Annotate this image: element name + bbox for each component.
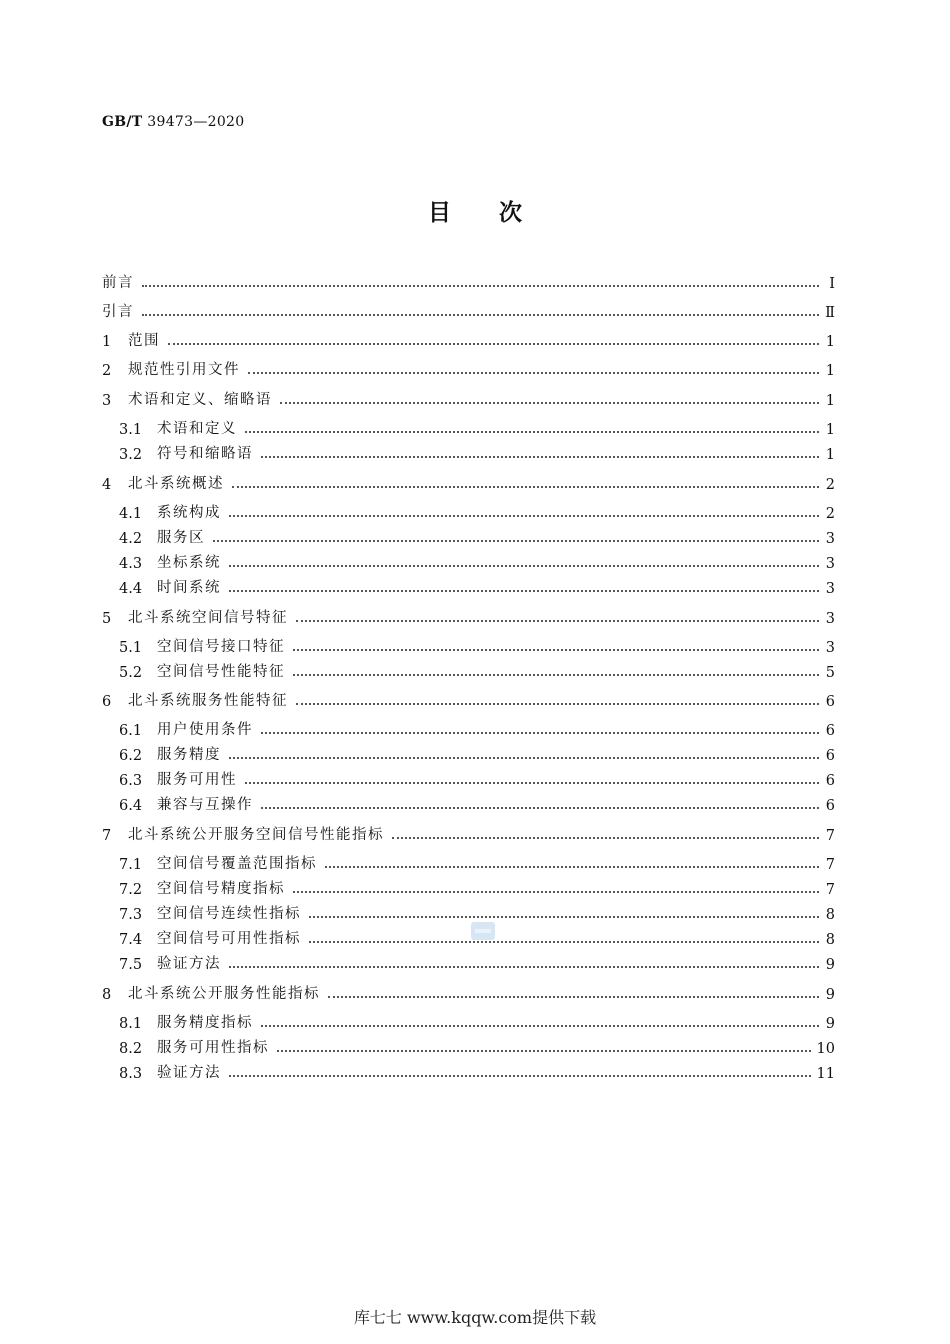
toc-entry-title: 用户使用条件 [157,722,253,738]
toc-entry-page: 9 [825,987,835,1003]
toc-entry-title: 空间信号连续性指标 [157,906,301,922]
toc-entry-page: 2 [825,506,835,522]
standard-code [102,114,244,130]
toc-entry-page: 6 [825,694,835,710]
toc-entry-title: 空间信号覆盖范围指标 [157,856,317,872]
toc-dot-leader [213,540,819,542]
toc-dot-leader [229,590,819,592]
toc-entry-title: 服务可用性 [157,772,237,788]
toc-entry-title: 前言 [102,275,134,291]
toc-entry-page: 3 [825,611,835,627]
toc-entry[interactable] [119,416,835,438]
toc-entry[interactable] [102,299,835,321]
toc-entry-page: 1 [825,363,835,379]
toc-entry-title: 符号和缩略语 [157,446,253,462]
toc-dot-leader [277,1050,811,1052]
toc-entry-number: 7.1 [119,857,143,873]
toc-entry-number: 4 [102,477,112,493]
toc-entry[interactable] [102,328,835,350]
toc-entry[interactable] [119,767,835,789]
toc-dot-leader [309,941,819,943]
toc-dot-leader [293,649,819,651]
toc-entry[interactable] [119,876,835,898]
toc-dot-leader [168,343,819,345]
toc-entry-title: 北斗系统公开服务性能指标 [128,986,320,1002]
toc-entry[interactable] [119,634,835,656]
toc-entry-page: 6 [825,748,835,764]
toc-entry-number: 6.1 [119,723,143,739]
toc-entry[interactable] [119,1060,835,1082]
toc-entry-number: 5.2 [119,665,143,681]
toc-entry-page: Ⅱ [825,305,835,321]
toc-dot-leader [325,866,819,868]
toc-dot-leader [248,372,819,374]
toc-dot-leader [261,732,819,734]
toc-entry-page: 10 [816,1041,835,1057]
toc-entry-title: 北斗系统概述 [128,476,224,492]
toc-entry-title: 空间信号精度指标 [157,881,285,897]
toc-entry-number: 3 [102,393,112,409]
toc-dot-leader [142,285,819,287]
toc-entry[interactable] [102,357,835,379]
toc-entry-number: 6.4 [119,798,143,814]
toc-entry-title: 兼容与互操作 [157,797,253,813]
toc-entry-title: 验证方法 [157,1065,221,1081]
toc-entry-page: 8 [825,907,835,923]
toc-entry-number: 3.2 [119,447,143,463]
toc-entry-page: 8 [825,932,835,948]
toc-entry-page: Ⅰ [829,276,835,292]
toc-dot-leader [229,565,819,567]
toc-dot-leader [293,891,819,893]
toc-entry-page: 9 [825,957,835,973]
toc-entry-page: 3 [825,531,835,547]
toc-entry-number: 4.3 [119,556,143,572]
toc-entry-number: 7.3 [119,907,143,923]
toc-entry-number: 6 [102,694,112,710]
toc-entry-page: 1 [825,422,835,438]
toc-entry-number: 2 [102,363,112,379]
toc-entry-title: 服务区 [157,530,205,546]
toc-entry-number: 5 [102,611,112,627]
toc-dot-leader [229,515,819,517]
toc-dot-leader [280,402,819,404]
toc-entry[interactable] [119,851,835,873]
toc-entry[interactable] [102,981,835,1003]
toc-entry-title: 术语和定义、缩略语 [128,392,272,408]
toc-dot-leader [261,1025,819,1027]
toc-entry-number: 6.2 [119,748,143,764]
toc-entry[interactable] [119,500,835,522]
toc-entry-title: 北斗系统服务性能特征 [128,693,288,709]
toc-entry[interactable] [119,659,835,681]
toc-entry[interactable] [102,387,835,409]
toc-entry[interactable] [119,742,835,764]
toc-entry-page: 7 [825,882,835,898]
toc-entry[interactable] [102,270,835,292]
toc-entry-title: 规范性引用文件 [128,362,240,378]
toc-dot-leader [261,807,819,809]
toc-entry[interactable] [119,550,835,572]
toc-entry-page: 1 [825,447,835,463]
toc-dot-leader [245,782,819,784]
toc-dot-leader [296,620,819,622]
toc-entry-title: 验证方法 [157,956,221,972]
toc-entry[interactable] [119,525,835,547]
toc-entry-title: 北斗系统空间信号特征 [128,610,288,626]
toc-dot-leader [245,431,819,433]
toc-entry-number: 4.2 [119,531,143,547]
toc-entry-page: 11 [816,1066,835,1082]
toc-entry-page: 3 [825,581,835,597]
toc-entry-page: 7 [825,857,835,873]
toc-entry-title: 范围 [128,333,160,349]
toc-dot-leader [229,1075,811,1077]
toc-entry-page: 2 [825,477,835,493]
toc-entry-number: 7.2 [119,882,143,898]
toc-entry-title: 空间信号性能特征 [157,664,285,680]
toc-dot-leader [232,486,819,488]
toc-entry-title: 时间系统 [157,580,221,596]
toc-entry[interactable] [119,575,835,597]
toc-entry[interactable] [102,822,835,844]
standard-number: 39473—2020 [147,114,245,130]
footer-download-notice: 库七七 www.kqqw.com提供下载 [353,1308,597,1327]
toc-dot-leader [229,966,819,968]
toc-entry-title: 术语和定义 [157,421,237,437]
standard-prefix: GB/T [102,114,143,130]
toc-entry[interactable] [119,441,835,463]
page-title: 目次 [428,199,570,226]
toc-entry-title: 空间信号接口特征 [157,639,285,655]
toc-dot-leader [328,996,819,998]
toc-entry-page: 7 [825,828,835,844]
toc-entry-page: 3 [825,556,835,572]
toc-dot-leader [392,837,819,839]
toc-entry-page: 1 [825,334,835,350]
toc-dot-leader [309,916,819,918]
toc-entry[interactable] [119,717,835,739]
toc-entry-title: 系统构成 [157,505,221,521]
watermark-logo [470,920,496,942]
toc-entry-number: 8 [102,987,112,1003]
toc-entry-page: 1 [825,393,835,409]
toc-entry-number: 1 [102,334,112,350]
toc-entry-page: 9 [825,1016,835,1032]
toc-dot-leader [261,456,819,458]
toc-entry-number: 7.4 [119,932,143,948]
toc-entry-number: 7 [102,828,112,844]
toc-dot-leader [296,703,819,705]
toc-entry-title: 服务可用性指标 [157,1040,269,1056]
toc-entry-number: 4.1 [119,506,143,522]
toc-entry-number: 8.1 [119,1016,143,1032]
toc-entry[interactable] [102,688,835,710]
toc-entry-title: 服务精度指标 [157,1015,253,1031]
toc-entry[interactable] [102,471,835,493]
toc-entry-title: 空间信号可用性指标 [157,931,301,947]
toc-dot-leader [293,674,819,676]
toc-entry-number: 6.3 [119,773,143,789]
toc-entry-number: 4.4 [119,581,143,597]
toc-dot-leader [229,757,819,759]
toc-entry-title: 坐标系统 [157,555,221,571]
toc-entry-number: 7.5 [119,957,143,973]
toc-entry[interactable] [119,951,835,973]
toc-entry-number: 8.2 [119,1041,143,1057]
toc-entry-number: 3.1 [119,422,143,438]
toc-entry-page: 5 [825,665,835,681]
toc-entry-page: 3 [825,640,835,656]
toc-dot-leader [142,314,819,316]
toc-entry-page: 6 [825,798,835,814]
toc-entry[interactable] [102,605,835,627]
toc-entry-page: 6 [825,773,835,789]
toc-entry[interactable] [119,792,835,814]
toc-entry-title: 引言 [102,304,134,320]
toc-entry[interactable] [119,1035,835,1057]
toc-entry-number: 5.1 [119,640,143,656]
toc-entry-title: 服务精度 [157,747,221,763]
toc-entry-title: 北斗系统公开服务空间信号性能指标 [128,827,384,843]
toc-entry-number: 8.3 [119,1066,143,1082]
toc-entry-page: 6 [825,723,835,739]
toc-entry[interactable] [119,1010,835,1032]
